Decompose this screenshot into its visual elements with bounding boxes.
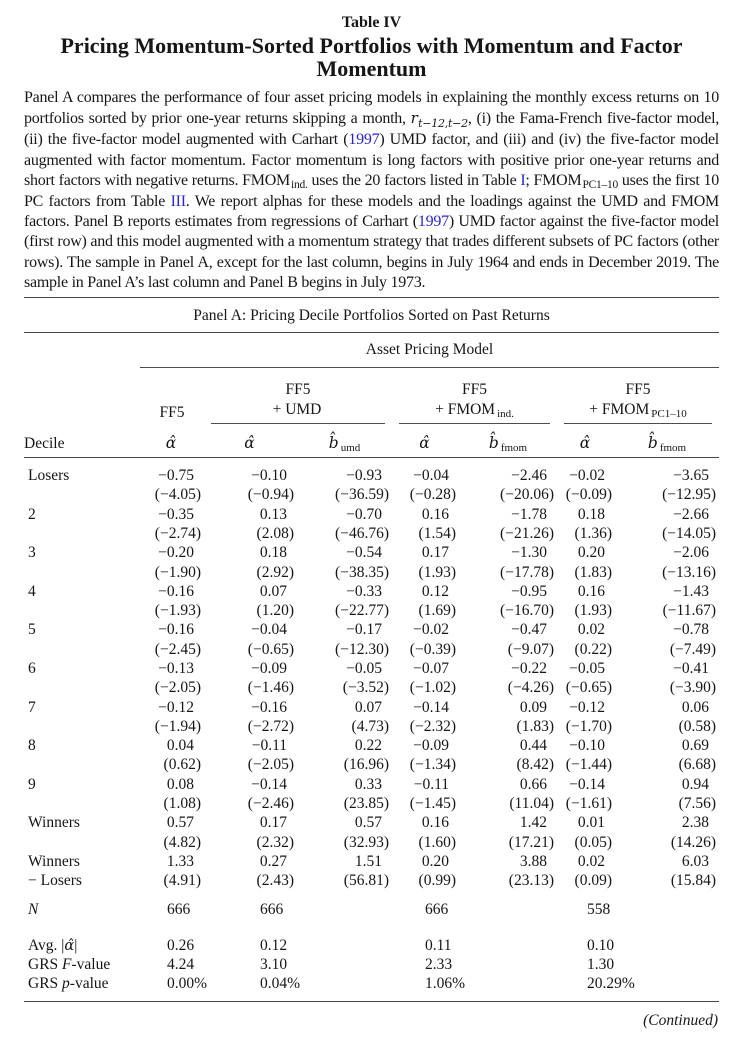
estimate-cell: −0.02 xyxy=(413,621,449,639)
tstat-cell: (−1.70) xyxy=(565,717,612,735)
model-header-ff5-fmom-ind: FF5 + FMOM ind. xyxy=(392,368,557,425)
summary-cell: 0.10 xyxy=(587,936,615,954)
summary-cell xyxy=(297,900,392,919)
estimate-cell: −0.54 xyxy=(346,544,382,562)
text-segment: F xyxy=(62,956,72,974)
estimate-cell: −0.16 xyxy=(158,582,194,600)
row-label xyxy=(24,563,140,582)
text-segment: -value xyxy=(71,956,111,974)
text-segment: r xyxy=(410,109,418,128)
spacer-row xyxy=(24,891,719,900)
table-body xyxy=(24,458,719,1002)
estimate-cell: −0.10 xyxy=(251,467,287,485)
estimate-cell: −0.14 xyxy=(569,775,605,793)
tstat-cell: (1.93) xyxy=(574,602,612,620)
tstat-cell: (15.84) xyxy=(670,872,717,890)
tstat-cell: (−2.72) xyxy=(247,717,294,735)
decile-column-header: Decile xyxy=(24,424,140,458)
row-label xyxy=(24,601,140,620)
text-segment: t−12,t−2 xyxy=(418,116,468,130)
tstat-cell: (−0.65) xyxy=(247,640,294,658)
estimate-cell: −0.14 xyxy=(413,698,449,716)
continued-note: (Continued) xyxy=(643,1011,718,1029)
tstat-cell: (−2.45) xyxy=(154,640,201,658)
row-label: − Losers xyxy=(28,872,82,890)
row-label: Winners xyxy=(28,814,80,832)
tstat-cell: (−14.05) xyxy=(662,524,717,542)
text-segment: ind. xyxy=(291,179,308,192)
estimate-cell: −0.09 xyxy=(251,660,287,677)
estimate-cell: −0.12 xyxy=(569,698,605,716)
estimate-cell: 0.17 xyxy=(421,544,449,562)
tstat-cell: (−1.93) xyxy=(154,602,201,620)
summary-cell: 3.10 xyxy=(260,956,288,974)
tstat-cell: (16.96) xyxy=(343,756,389,774)
tstat-cell: (−2.05) xyxy=(154,679,201,697)
tstat-cell: (0.22) xyxy=(574,640,612,658)
tstat-cell: (−0.09) xyxy=(565,486,612,504)
tstat-cell: (−0.65) xyxy=(565,679,612,697)
tstat-cell: (0.99) xyxy=(418,872,456,890)
table-row xyxy=(24,485,719,504)
estimate-cell: 2.38 xyxy=(681,814,710,832)
estimate-cell: 0.07 xyxy=(354,698,382,716)
model-header-ff5-fmom-pc: FF5 + FMOM PC1–10 xyxy=(557,368,719,425)
table-title-line2: Momentum xyxy=(316,55,427,81)
text-segment: GRS xyxy=(28,975,63,993)
text-segment: PC1–10 xyxy=(582,179,619,192)
tstat-cell: (−2.32) xyxy=(409,717,456,735)
estimate-cell: −0.75 xyxy=(158,467,194,485)
summary-cell: 1.30 xyxy=(587,956,615,974)
text-segment: α̂ xyxy=(64,936,75,954)
estimate-cell: −0.93 xyxy=(346,467,382,485)
estimate-cell: −0.33 xyxy=(346,582,382,600)
reference-link[interactable]: III xyxy=(170,193,186,211)
table-row xyxy=(24,678,719,697)
table-row xyxy=(24,543,719,562)
summary-cell: 0.11 xyxy=(425,936,452,954)
summary-cell: 666 xyxy=(425,900,449,918)
row-label xyxy=(24,936,140,955)
tstat-cell: (8.42) xyxy=(516,756,554,774)
estimate-cell: −0.35 xyxy=(158,505,194,523)
tstat-cell: (0.62) xyxy=(163,756,201,774)
table-row xyxy=(24,659,719,678)
asset-pricing-model-header: Asset Pricing Model xyxy=(140,333,719,368)
table-row xyxy=(24,833,719,852)
table-title-line1: Pricing Momentum-Sorted Portfolios with Momentum and Factor xyxy=(60,33,683,58)
tstat-cell: (1.54) xyxy=(418,524,456,542)
text-segment: GRS xyxy=(28,956,63,974)
alpha-header-fmom-pc: α̂ xyxy=(557,424,615,458)
tstat-cell: (1.83) xyxy=(574,563,612,581)
summary-cell: 666 xyxy=(167,900,191,918)
estimate-cell: −0.10 xyxy=(569,737,605,755)
summary-cell: 0.26 xyxy=(167,936,195,954)
summary-cell xyxy=(297,936,392,955)
table-row xyxy=(24,775,719,794)
row-label xyxy=(24,640,140,659)
tstat-cell: (1.20) xyxy=(256,602,294,620)
summary-cell xyxy=(459,955,557,974)
estimate-cell: −0.05 xyxy=(346,660,382,677)
summary-cell: 666 xyxy=(260,900,284,918)
estimate-cell: 0.20 xyxy=(421,852,449,870)
table-description xyxy=(24,88,719,293)
estimate-cell: 0.66 xyxy=(519,775,547,793)
estimate-cell: 0.01 xyxy=(577,814,605,832)
estimate-cell: −0.02 xyxy=(569,467,605,485)
estimate-cell: 0.33 xyxy=(354,775,382,793)
estimate-cell: 0.57 xyxy=(166,814,194,832)
b-umd-header: b̂ umd xyxy=(297,424,392,458)
estimate-cell: 0.57 xyxy=(354,814,382,832)
estimate-cell: 0.16 xyxy=(577,582,605,600)
estimate-cell: 0.94 xyxy=(681,775,710,793)
summary-cell: 1.06% xyxy=(425,975,466,993)
alpha-header-ff5: α̂ xyxy=(140,424,204,458)
estimate-cell: −0.12 xyxy=(158,698,194,716)
tstat-cell: (4.73) xyxy=(351,717,389,735)
estimate-cell: 0.17 xyxy=(259,814,287,832)
table-row xyxy=(24,601,719,620)
header-spacer xyxy=(24,333,140,368)
reference-link[interactable]: 1997 xyxy=(348,131,380,149)
tstat-cell: (1.60) xyxy=(418,833,456,851)
estimate-cell: 0.04 xyxy=(166,737,194,755)
estimate-cell: −1.43 xyxy=(673,582,710,600)
table-row xyxy=(24,524,719,543)
text-segment: ; FMOM xyxy=(525,171,582,189)
estimate-cell: 0.69 xyxy=(681,737,710,755)
table-row xyxy=(24,871,719,890)
estimate-cell: 3.88 xyxy=(519,852,547,870)
tstat-cell: (−0.94) xyxy=(247,486,294,504)
row-label: 5 xyxy=(28,621,36,639)
row-label xyxy=(24,974,140,993)
estimate-cell: −0.95 xyxy=(511,582,547,600)
alpha-header-umd: α̂ xyxy=(204,424,297,458)
row-label: 3 xyxy=(28,544,36,562)
estimate-cell: −2.66 xyxy=(673,505,710,523)
tstat-cell: (−0.28) xyxy=(409,486,456,504)
estimate-cell: 0.44 xyxy=(519,737,547,755)
tstat-cell: (−38.35) xyxy=(335,563,389,581)
tstat-cell: (−36.59) xyxy=(335,486,389,504)
table-row xyxy=(24,563,719,582)
tstat-cell: (−12.95) xyxy=(662,486,717,504)
tstat-cell: (−1.02) xyxy=(409,679,456,697)
tstat-cell: (7.56) xyxy=(678,795,717,813)
text-segment: ) UMD factor, and (iii) and (iv) the five-factor model augmented with factor momentum. Factor momentum is long factors with positive prior one-year returns and short factors with negative returns. FMOM xyxy=(24,131,720,189)
tstat-cell: (1.69) xyxy=(418,602,456,620)
column-header-row xyxy=(24,424,719,458)
tstat-cell: (4.82) xyxy=(163,833,201,851)
row-label xyxy=(24,717,140,736)
b-fmom-pc-header: b̂ fmom xyxy=(615,424,719,458)
text-segment: Panel A compares the performance of four asset pricing models in explaining the monthly excess returns on 10 portfolios sorted by prior one-year returns skipping a month, xyxy=(24,89,719,128)
estimate-cell: −0.22 xyxy=(511,660,547,677)
tstat-cell: (−12.30) xyxy=(335,640,389,658)
estimate-cell: −0.11 xyxy=(413,775,449,793)
reference-link[interactable]: 1997 xyxy=(417,213,449,231)
estimate-cell: −3.65 xyxy=(673,467,710,485)
top-rule xyxy=(24,297,719,298)
estimate-cell: −0.07 xyxy=(413,660,449,677)
header-spacer xyxy=(24,368,140,425)
summary-cell: 20.29% xyxy=(587,975,635,993)
tstat-cell: (−22.77) xyxy=(335,602,389,620)
tstat-cell: (−0.39) xyxy=(409,640,456,658)
tstat-cell: (−3.52) xyxy=(342,679,389,697)
estimate-cell: −0.04 xyxy=(413,467,449,485)
tstat-cell: (4.91) xyxy=(163,872,201,890)
summary-cell: 0.12 xyxy=(260,936,288,954)
text-segment: p xyxy=(62,975,70,993)
table-row xyxy=(24,698,719,717)
tstat-cell: (−21.26) xyxy=(500,524,554,542)
table-row xyxy=(24,852,719,871)
tstat-cell: (−13.16) xyxy=(662,563,717,581)
tstat-cell: (−1.34) xyxy=(409,756,456,774)
summary-cell xyxy=(615,955,719,974)
estimate-cell: −0.04 xyxy=(251,621,287,639)
text-segment: uses the first 10 PC factors from Table xyxy=(24,171,720,211)
model-header-ff5-umd: FF5 + UMD xyxy=(204,368,392,425)
estimate-cell: 0.16 xyxy=(421,814,449,832)
spacer-row xyxy=(24,994,719,1002)
group-header-row xyxy=(24,333,719,368)
tstat-cell: (−1.46) xyxy=(247,679,294,697)
summary-cell xyxy=(459,900,557,919)
row-label xyxy=(24,833,140,852)
estimate-cell: 0.12 xyxy=(421,582,449,600)
estimate-cell: 0.27 xyxy=(259,852,287,870)
summary-cell: 0.04% xyxy=(260,975,301,993)
reference-link[interactable]: I xyxy=(520,171,526,189)
alpha-header-fmom-ind: α̂ xyxy=(392,424,459,458)
summary-cell: 558 xyxy=(587,900,611,918)
tstat-cell: (56.81) xyxy=(343,872,389,890)
row-label: 6 xyxy=(28,660,36,677)
tstat-cell: (−16.70) xyxy=(500,602,554,620)
estimate-cell: −0.16 xyxy=(251,698,287,716)
text-segment: Avg. | xyxy=(28,936,65,954)
summary-cell xyxy=(297,974,392,993)
estimate-cell: 0.20 xyxy=(577,544,605,562)
text-segment: -value xyxy=(69,975,109,993)
estimate-cell: 0.09 xyxy=(519,698,547,716)
row-label xyxy=(24,678,140,697)
row-label xyxy=(24,900,140,919)
estimate-cell: −0.17 xyxy=(346,621,382,639)
table-title xyxy=(34,35,709,80)
tstat-cell: (−7.49) xyxy=(669,640,717,658)
tstat-cell: (−2.05) xyxy=(247,756,294,774)
text-segment: ) UMD factor against the five-factor model (first row) and this model augmented with a momentum strategy that trades different subsets of PC factors (other rows). The sample in Panel A, except for the last column, begins in July 1964 and ends in December 2019. The sample in Panel A’s last column and Panel B begins in July 1973. xyxy=(24,213,719,291)
tstat-cell: (1.08) xyxy=(163,795,201,813)
tstat-cell: (23.85) xyxy=(343,795,389,813)
tstat-cell: (−3.90) xyxy=(669,679,717,697)
model-header-row xyxy=(24,368,719,425)
spacer-row xyxy=(24,919,719,936)
estimate-cell: −0.47 xyxy=(511,621,547,639)
row-label xyxy=(24,755,140,774)
table-row xyxy=(24,755,719,774)
estimate-cell: 0.07 xyxy=(259,582,287,600)
estimate-cell: 1.33 xyxy=(166,852,194,870)
estimate-cell: −0.78 xyxy=(673,621,710,639)
tstat-cell: (1.93) xyxy=(418,563,456,581)
tstat-cell: (−1.94) xyxy=(154,717,201,735)
spacer-row xyxy=(24,458,719,467)
table-row xyxy=(24,717,719,736)
estimate-cell: −0.09 xyxy=(413,737,449,755)
row-label: 2 xyxy=(28,505,36,523)
estimate-cell: 0.18 xyxy=(577,505,605,523)
tstat-cell: (−4.26) xyxy=(507,679,554,697)
tstat-cell: (0.09) xyxy=(574,872,612,890)
estimate-cell: 0.02 xyxy=(577,852,605,870)
table-row xyxy=(24,466,719,485)
tstat-cell: (−1.90) xyxy=(154,563,201,581)
estimate-cell: 0.18 xyxy=(259,544,287,562)
text-segment: | xyxy=(74,936,78,954)
estimate-cell: −0.11 xyxy=(251,737,287,755)
row-label xyxy=(24,955,140,974)
text-segment: , (i) the Fama-French five-factor model, (ii) the five-factor model augmented with Carhart ( xyxy=(24,110,720,149)
results-table xyxy=(24,332,719,1002)
estimate-cell: −0.70 xyxy=(346,505,382,523)
text-segment: N xyxy=(28,900,39,918)
estimate-cell: −0.14 xyxy=(251,775,287,793)
tstat-cell: (−4.05) xyxy=(154,486,201,504)
summary-cell: 4.24 xyxy=(167,956,195,974)
tstat-cell: (−1.44) xyxy=(565,756,612,774)
tstat-cell: (0.58) xyxy=(678,717,717,735)
text-segment: . We report alphas for these models and the loadings against the UMD and FMOM factors. Panel B reports estimates from regressions of Carhart ( xyxy=(24,193,720,231)
table-row xyxy=(24,620,719,639)
summary-row xyxy=(24,974,719,993)
tstat-cell: (23.13) xyxy=(508,872,554,890)
row-label xyxy=(24,524,140,543)
tstat-cell: (−2.74) xyxy=(154,524,201,542)
estimate-cell: 0.16 xyxy=(421,505,449,523)
model-header-ff5: FF5 xyxy=(159,404,185,422)
row-label: 4 xyxy=(28,582,36,600)
estimate-cell: −0.05 xyxy=(569,660,605,677)
row-label: 8 xyxy=(28,737,36,755)
summary-cell: 2.33 xyxy=(425,956,453,974)
row-label xyxy=(24,794,140,813)
tstat-cell: (−17.78) xyxy=(500,563,554,581)
summary-cell xyxy=(459,974,557,993)
tstat-cell: (−1.61) xyxy=(565,795,612,813)
table-row xyxy=(24,640,719,659)
row-label xyxy=(24,485,140,504)
tstat-cell: (2.32) xyxy=(256,833,294,851)
tstat-cell: (2.92) xyxy=(256,563,294,581)
summary-cell xyxy=(297,955,392,974)
summary-row xyxy=(24,955,719,974)
tstat-cell: (0.05) xyxy=(574,833,612,851)
tstat-cell: (14.26) xyxy=(670,833,717,851)
summary-row xyxy=(24,900,719,919)
table-row xyxy=(24,736,719,755)
row-label: Winners xyxy=(28,852,80,870)
estimate-cell: 0.13 xyxy=(259,505,287,523)
tstat-cell: (1.36) xyxy=(574,524,612,542)
tstat-cell: (1.83) xyxy=(516,717,554,735)
tstat-cell: (2.08) xyxy=(256,524,294,542)
estimate-cell: 1.42 xyxy=(519,814,547,832)
tstat-cell: (−2.46) xyxy=(247,795,294,813)
estimate-cell: −0.41 xyxy=(673,660,710,677)
estimate-cell: −1.78 xyxy=(511,505,547,523)
estimate-cell: −0.20 xyxy=(158,544,194,562)
summary-cell: 0.00% xyxy=(167,975,208,993)
estimate-cell: −2.06 xyxy=(673,544,710,562)
panel-a-title: Panel A: Pricing Decile Portfolios Sorted on Past Returns xyxy=(193,307,550,325)
row-label: Losers xyxy=(28,467,70,485)
text-segment: uses the 20 factors listed in Table xyxy=(307,171,521,189)
table-row xyxy=(24,813,719,832)
summary-cell xyxy=(615,900,719,919)
tstat-cell: (32.93) xyxy=(343,833,389,851)
table-row xyxy=(24,794,719,813)
tstat-cell: (−1.45) xyxy=(409,795,456,813)
tstat-cell: (2.43) xyxy=(256,872,294,890)
table-row xyxy=(24,505,719,524)
summary-cell xyxy=(459,936,557,955)
estimate-cell: 1.51 xyxy=(354,852,382,870)
estimate-cell: 0.02 xyxy=(577,621,605,639)
estimate-cell: −1.30 xyxy=(511,544,547,562)
tstat-cell: (−11.67) xyxy=(662,602,717,620)
estimate-cell: −2.46 xyxy=(511,467,547,485)
estimate-cell: 0.22 xyxy=(354,737,382,755)
summary-row xyxy=(24,936,719,955)
table-number-label: Table IV xyxy=(341,14,402,31)
tstat-cell: (17.21) xyxy=(508,833,554,851)
table-row xyxy=(24,582,719,601)
summary-cell xyxy=(615,936,719,955)
tstat-cell: (6.68) xyxy=(678,756,717,774)
b-fmom-ind-header: b̂ fmom xyxy=(459,424,557,458)
tstat-cell: (11.04) xyxy=(509,795,554,813)
row-label: 9 xyxy=(28,775,36,793)
estimate-cell: −0.13 xyxy=(158,660,194,677)
tstat-cell: (−20.06) xyxy=(500,486,554,504)
estimate-cell: 0.08 xyxy=(166,775,194,793)
tstat-cell: (−46.76) xyxy=(335,524,389,542)
estimate-cell: 0.06 xyxy=(681,698,710,716)
tstat-cell: (−9.07) xyxy=(507,640,554,658)
estimate-cell: 6.03 xyxy=(681,852,710,870)
row-label: 7 xyxy=(28,698,36,716)
estimate-cell: −0.16 xyxy=(158,621,194,639)
